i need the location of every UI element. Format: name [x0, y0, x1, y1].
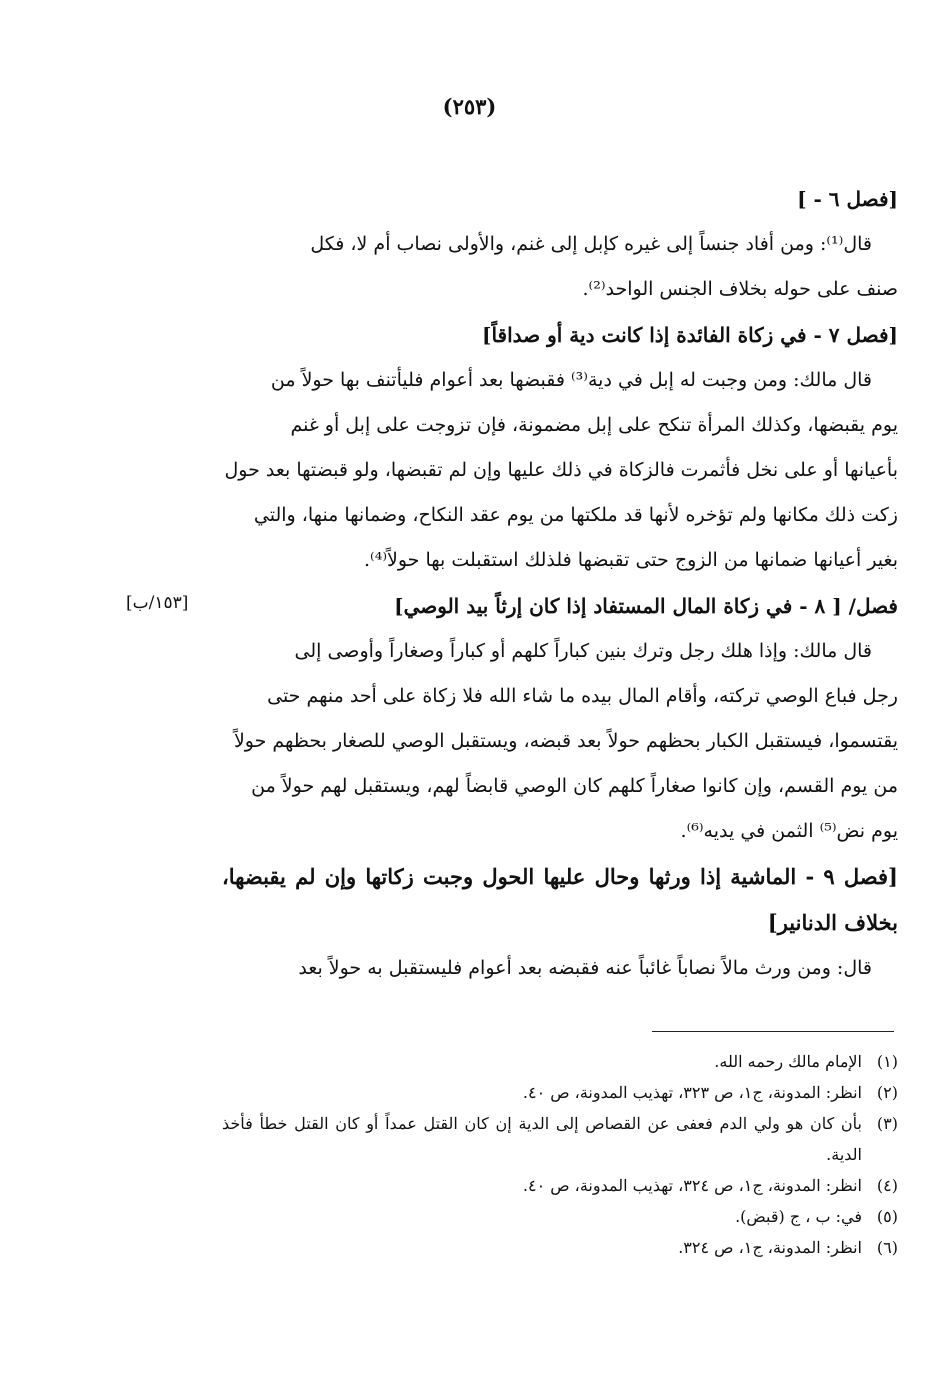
paragraph-line: زكت ذلك مكانها ولم تؤخره لأنها قد ملكتها من يوم عقد النكاح، وضمانها منها، والتي — [253, 504, 898, 526]
footnote-text: انظر: المدونة، ج١، ص ٣٢٤. — [678, 1238, 862, 1257]
paragraph-line: بأعيانها أو على نخل فأثمرت فالزكاة في ذلك عليها وإن لم تقبضها، ولو قبضتها بعد حول — [224, 459, 898, 481]
footnote-item — [222, 1170, 898, 1201]
page-number: (٢٥٣) — [442, 94, 497, 119]
main-text — [222, 176, 898, 991]
footnote-number: (٦) — [876, 1238, 898, 1257]
footnote-item — [222, 1046, 898, 1077]
paragraph-line: يوم يقبضها، وكذلك المرأة تنكح على إبل مضمونة، فإن تزوجت على إبل أو غنم — [290, 414, 898, 436]
paragraph-line: قال⁽¹⁾: ومن أفاد جنساً إلى غيره كإبل إلى غنم، والأولى نصاب أم لا، فكل — [310, 233, 872, 255]
footnote-item — [222, 1201, 898, 1232]
footnotes — [222, 1046, 898, 1263]
paragraph-line: يوم نض⁽⁵⁾ الثمن في يديه⁽⁶⁾. — [680, 820, 898, 842]
footnote-number: (٥) — [876, 1207, 898, 1226]
section-heading-9: [فصل ٩ - الماشية إذا ورثها وحال عليها الحول وجبت زكاتها وإن لم يقبضها، بخلاف الدنانير] — [222, 864, 898, 935]
paragraph-line: من يوم القسم، وإن كانوا صغاراً كلهم كان الوصي قابضاً لهم، ويستقبل لهم حولاً من — [251, 775, 898, 797]
paragraph-line: قال مالك: ومن وجبت له إبل في دية⁽³⁾ فقبضها بعد أعوام فليأتنف بها حولاً من — [270, 369, 872, 391]
footnote-item — [222, 1077, 898, 1108]
footnote-divider — [652, 1031, 894, 1032]
footnote-text: في: ب ، ج (قبض). — [735, 1207, 862, 1226]
paragraph-line: صنف على حوله بخلاف الجنس الواحد⁽²⁾. — [582, 278, 898, 300]
footnote-item — [222, 1232, 898, 1263]
paragraph-line: قال: ومن ورث مالاً نصاباً غائباً عنه فقبضه بعد أعوام فليستقبل به حولاً بعد — [298, 957, 872, 979]
footnote-number: (٤) — [876, 1176, 898, 1195]
paragraph-line: قال مالك: وإذا هلك رجل وترك بنين كباراً كلهم أو كباراً وصغاراً وأوصى إلى — [294, 640, 872, 662]
footnote-number: (٣) — [876, 1114, 898, 1133]
footnote-item — [222, 1108, 898, 1170]
margin-note: [١٥٣/ب] — [126, 593, 189, 613]
section-heading-6: [فصل ٦ - ] — [797, 187, 898, 211]
paragraph-line: يقتسموا، فيستقبل الكبار بحظهم حولاً بعد قبضه، ويستقبل الوصي للصغار بحظهم حولاً — [233, 730, 898, 752]
footnote-number: (١) — [876, 1052, 898, 1071]
section-heading-7: [فصل ٧ - في زكاة الفائدة إذا كانت دية أو صداقاً] — [482, 323, 898, 347]
footnote-text: انظر: المدونة، ج١، ص ٣٢٤، تهذيب المدونة، ص ٤٠. — [522, 1176, 862, 1195]
paragraph-line: رجل فباع الوصي تركته، وأقام المال بيده ما شاء الله فلا زكاة على أحد منهم حتى — [267, 685, 898, 707]
footnote-number: (٢) — [876, 1083, 898, 1102]
paragraph-line: بغير أعيانها ضمانها من الزوج حتى تقبضها فلذلك استقبلت بها حولاً⁽⁴⁾. — [364, 549, 898, 571]
footnote-text: الإمام مالك رحمه الله. — [714, 1052, 862, 1071]
footnote-text: انظر: المدونة، ج١، ص ٣٢٣، تهذيب المدونة، ص ٤٠. — [522, 1083, 862, 1102]
footnote-text: بأن كان هو ولي الدم فعفى عن القصاص إلى الدية إن كان القتل عمداً أو كان القتل خطأ فأخذ الدية. — [222, 1114, 863, 1164]
section-heading-8: فصل/ [ ٨ - في زكاة المال المستفاد إذا كان إرثاً بيد الوصي] — [394, 594, 898, 618]
